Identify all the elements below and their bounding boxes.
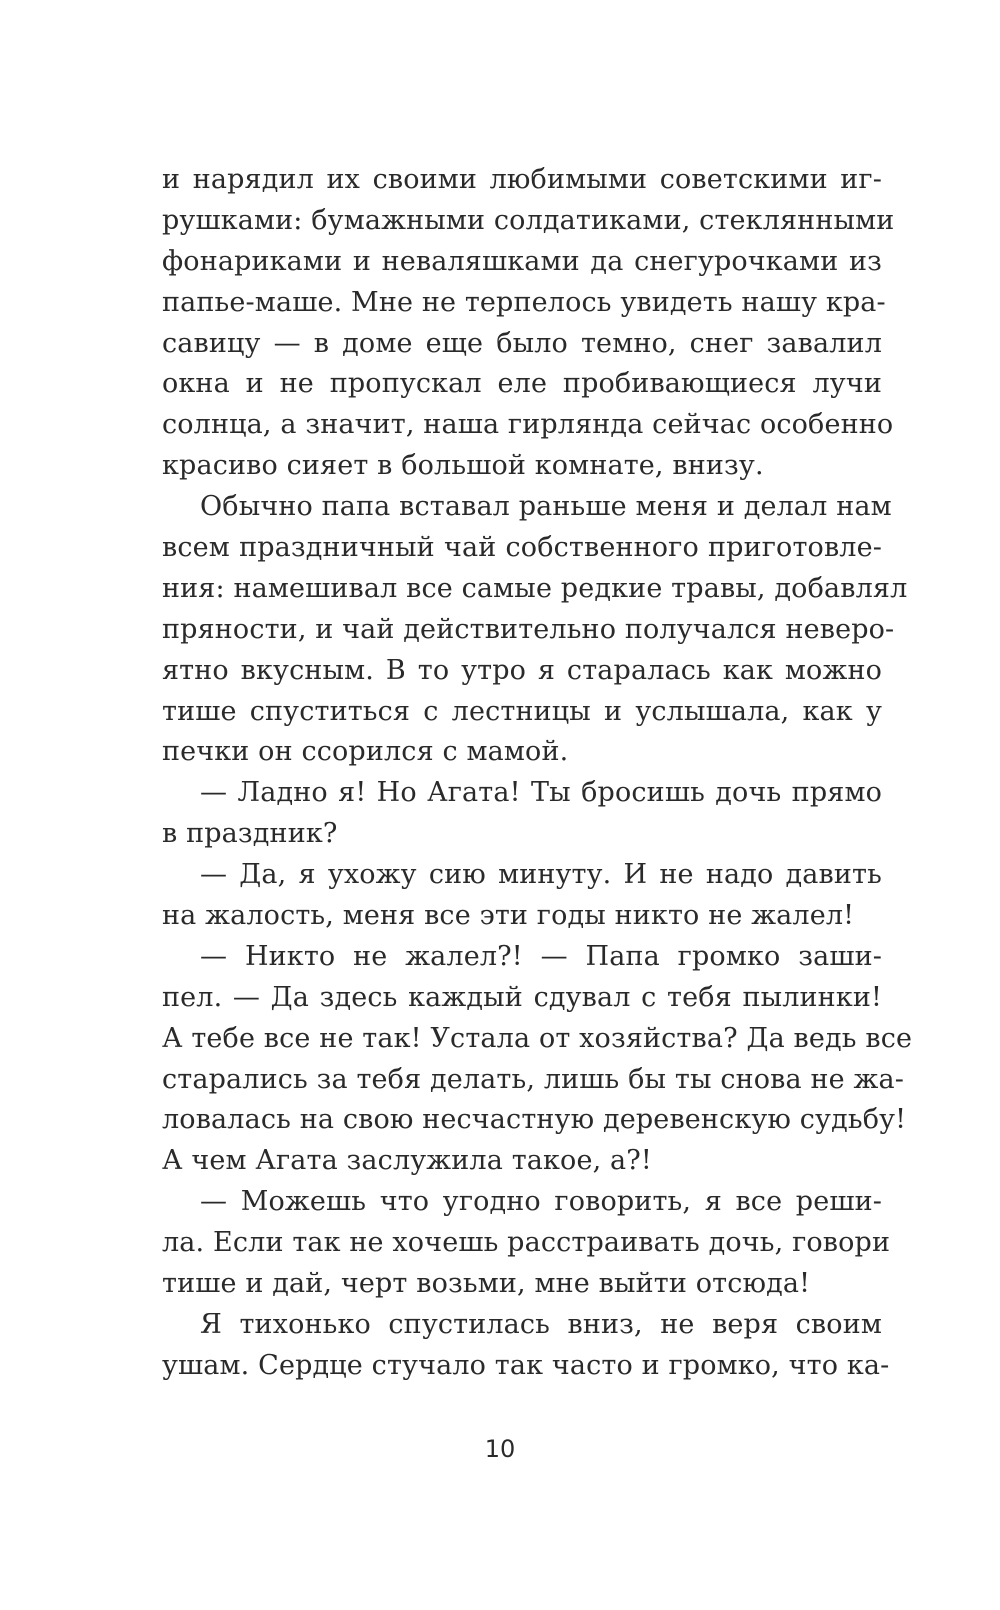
text-line: — Ладно я! Но Агата! Ты бросишь дочь прямо — [200, 777, 882, 809]
text-line: Обычно папа вставал раньше меня и делал нам — [200, 491, 892, 523]
body-text — [162, 160, 913, 1387]
text-line: в праздник? — [162, 818, 338, 850]
text-line: всем праздничный чай собственного приготовле- — [162, 532, 882, 564]
text-line: А тебе все не так! Устала от хозяйства? Да ведь все — [162, 1022, 913, 1054]
text-line: — Никто не жалел?! — Папа громко заши- — [200, 940, 882, 972]
text-line: старались за тебя делать, лишь бы ты снова не жа- — [162, 1063, 905, 1095]
text-line: савицу — в доме еще было темно, снег завалил — [162, 327, 882, 359]
text-line: ятно вкусным. В то утро я старалась как можно — [162, 654, 882, 686]
text-line: окна и не пропускал еле пробивающиеся лучи — [162, 368, 882, 400]
text-line: А чем Агата заслужила такое, а?! — [162, 1145, 652, 1177]
text-line: ния: намешивал все самые редкие травы, добавлял — [162, 572, 908, 604]
text-line: пел. — Да здесь каждый сдувал с тебя пылинки! — [162, 981, 882, 1013]
text-line: папье-маше. Мне не терпелось увидеть нашу кра- — [162, 286, 886, 318]
text-line: красиво сияет в большой комнате, внизу. — [162, 450, 764, 482]
text-line: ушам. Сердце стучало так часто и громко, что ка- — [162, 1349, 890, 1381]
text-line: на жалость, меня все эти годы никто не жалел! — [162, 900, 855, 932]
text-line: фонариками и неваляшками да снегурочками из — [162, 245, 882, 277]
text-line: рушками: бумажными солдатиками, стеклянными — [162, 204, 895, 236]
text-line: ловалась на свою несчастную деревенскую судьбу! — [162, 1104, 907, 1136]
text-line: — Да, я ухожу сию минуту. И не надо давить — [200, 859, 882, 891]
text-line: и нарядил их своими любимыми советскими иг- — [162, 164, 882, 195]
text-line: тише спуститься с лестницы и услышала, как у — [162, 695, 882, 727]
text-line: солнца, а значит, наша гирлянда сейчас особенно — [162, 409, 894, 441]
text-line: — Можешь что угодно говорить, я все реши- — [200, 1186, 882, 1218]
text-line: тише и дай, черт возьми, мне выйти отсюда! — [162, 1268, 811, 1300]
text-line: пряности, и чай действительно получался неверо- — [162, 613, 895, 645]
page-number: 10 — [484, 1435, 516, 1463]
text-line: печки он ссорился с мамой. — [162, 736, 569, 768]
text-line: Я тихонько спустилась вниз, не веря своим — [200, 1308, 882, 1340]
text-line: ла. Если так не хочешь расстраивать дочь, говори — [162, 1227, 891, 1259]
